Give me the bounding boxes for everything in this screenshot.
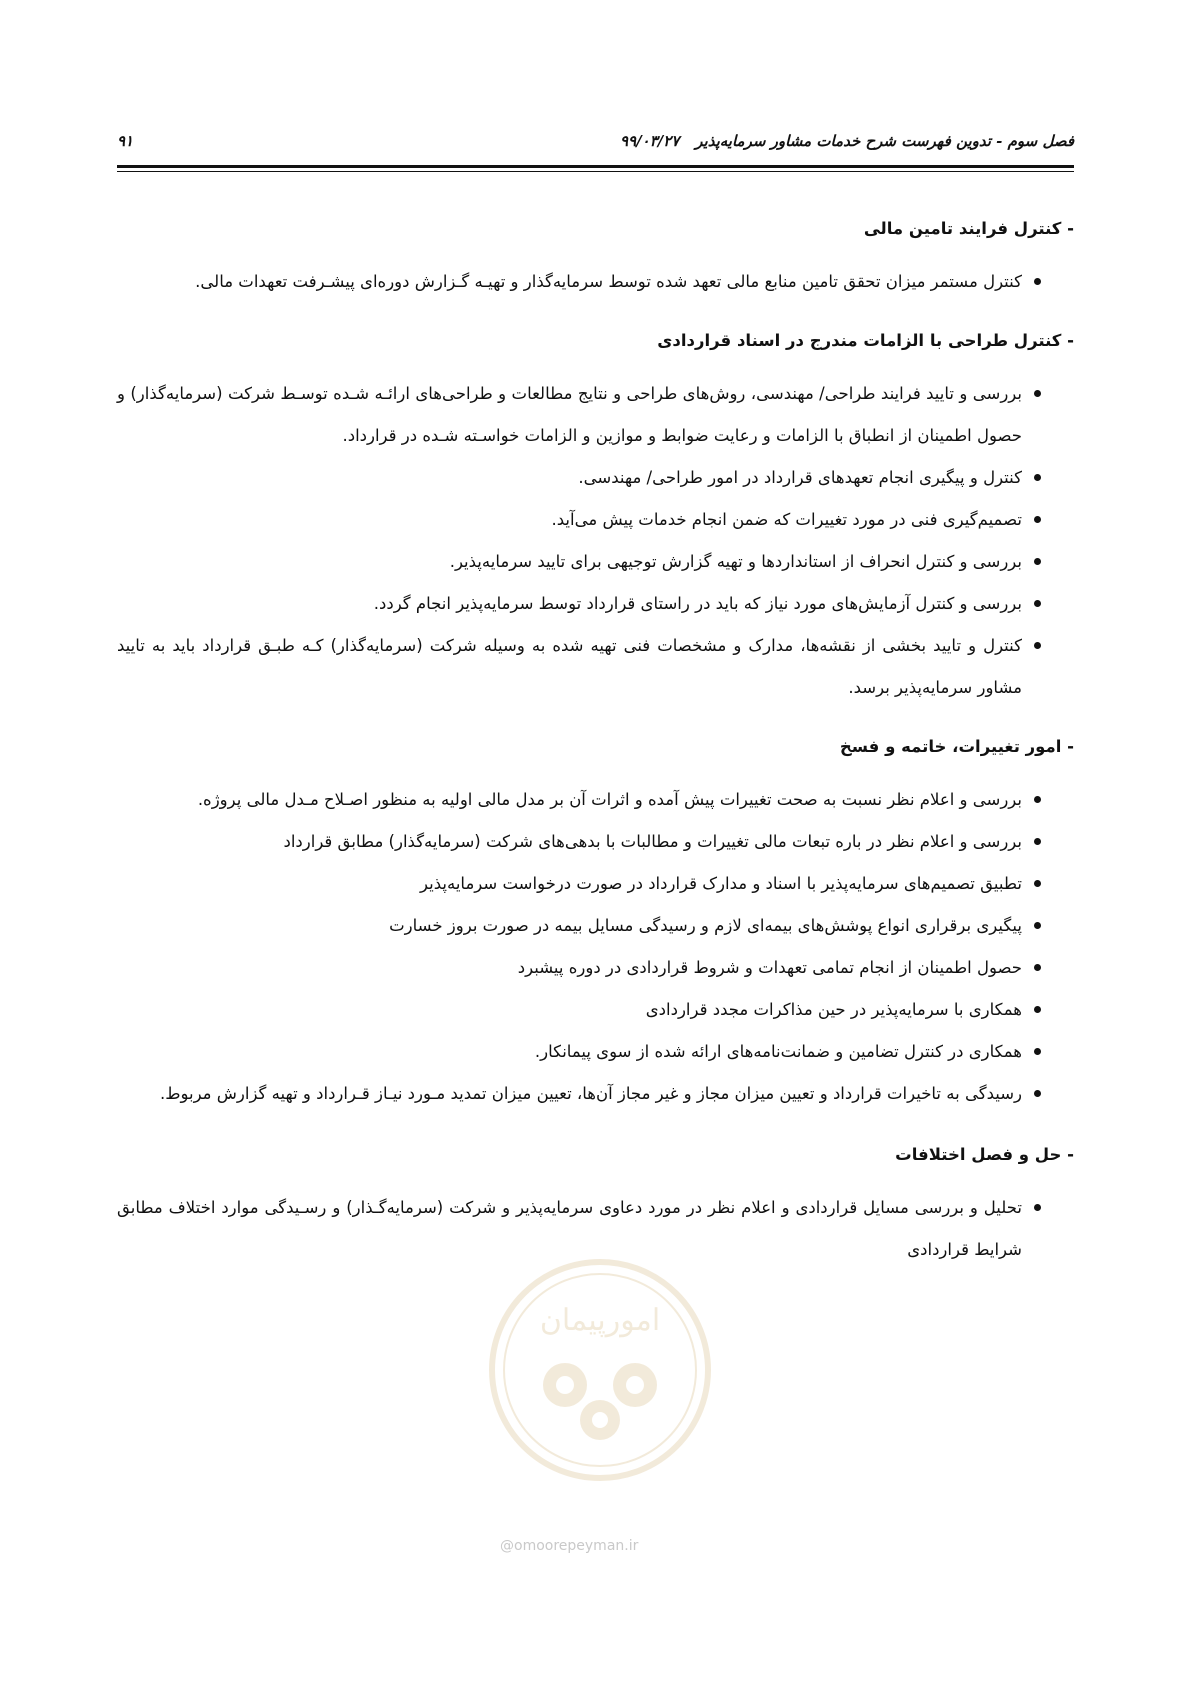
header-rule-thin — [117, 171, 1074, 172]
page-header — [117, 132, 1074, 162]
list-item — [117, 1073, 1074, 1115]
spacer — [117, 303, 1074, 329]
bullet-icon — [1034, 1048, 1041, 1055]
item-text: تحلیل و بررسی مسایل قراردادی و اعلام نظر در مورد دعاوی سرمایه‌پذیر و شرکت (سرمایه‌گـذار) و رسـیدگی موارد اختلاف مطابق شرایط قراردادی — [117, 1198, 1022, 1259]
bullet-icon — [1034, 1204, 1041, 1211]
item-text: بررسی و اعلام نظر در باره تبعات مالی تغییرات و مطالبات با بدهی‌های شرکت (سرمایه‌گذار) مطابق قرارداد — [283, 832, 1022, 851]
item-text: پیگیری برقراری انواع پوشش‌های بیمه‌ای لازم و رسیدگی مسایل بیمه در صورت بروز خسارت — [389, 916, 1022, 935]
item-text: تطبیق تصمیم‌های سرمایه‌پذیر با اسناد و مدارک قرارداد در صورت درخواست سرمایه‌پذیر — [420, 874, 1022, 893]
watermark-url: @omoorepeyman.ir — [500, 1538, 639, 1554]
section-dispute-resolution — [117, 1143, 1074, 1271]
item-text: تصمیم‌گیری فنی در مورد تغییرات که ضمن انجام خدمات پیش می‌آید. — [551, 510, 1022, 529]
list-item — [117, 947, 1074, 989]
bullet-icon — [1034, 390, 1041, 397]
item-text: کنترل مستمر میزان تحقق تامین منابع مالی تعهد شده توسط سرمایه‌گذار و تهیـه گـزارش دوره‌ای پیشـرفت تعهدات مالی. — [195, 272, 1022, 291]
item-text: بررسی و تایید فرایند طراحی/ مهندسی، روش‌های طراحی و نتایج مطالعات و طراحی‌های ارائـه شـده توسـط شرکت (سرمایه‌گذار) و حصول اطمینان از انطباق با الزامات و رعایت ضوابط و موازین و الزامات خواسـته شـده در قرارداد. — [117, 384, 1022, 445]
item-text: همکاری در کنترل تضامین و ضمانت‌نامه‌های ارائه شده از سوی پیمانکار. — [534, 1042, 1022, 1061]
item-text: کنترل و پیگیری انجام تعهدهای قرارداد در امور طراحی/ مهندسی. — [578, 468, 1022, 487]
bullet-icon — [1034, 516, 1041, 523]
bullet-list — [117, 779, 1074, 1115]
bullet-icon — [1034, 474, 1041, 481]
item-text: همکاری با سرمایه‌پذیر در حین مذاکرات مجدد قراردادی — [645, 1000, 1022, 1019]
section-heading: - امور تغییرات، خاتمه و فسخ — [839, 737, 1074, 756]
bullet-icon — [1034, 1090, 1041, 1097]
page-number: ۹۱ — [117, 132, 134, 150]
item-text: کنترل و تایید بخشی از نقشه‌ها، مدارک و مشخصات فنی تهیه شده به وسیله شرکت (سرمایه‌گذار) کـه طبـق قرارداد باید به تایید مشاور سرمایه‌پذیر برسد. — [117, 636, 1022, 697]
bullet-icon — [1034, 964, 1041, 971]
bullet-icon — [1034, 558, 1041, 565]
spacer — [117, 709, 1074, 735]
section-heading: - کنترل فرایند تامین مالی — [863, 219, 1074, 238]
section-heading: - کنترل طراحی با الزامات مندرج در اسناد قراردادی — [657, 331, 1074, 350]
section-financing-control — [117, 217, 1074, 303]
bullet-icon — [1034, 278, 1041, 285]
section-heading: - حل و فصل اختلافات — [895, 1145, 1074, 1164]
list-item — [117, 499, 1074, 541]
header-rule-thick — [117, 165, 1074, 168]
bullet-icon — [1034, 880, 1041, 887]
item-text: بررسی و کنترل آزمایش‌های مورد نیاز که باید در راستای قرارداد توسط سرمایه‌پذیر انجام گردد. — [373, 594, 1022, 613]
spacer — [117, 1115, 1074, 1143]
section-changes-termination — [117, 735, 1074, 1115]
item-text: بررسی و اعلام نظر نسبت به صحت تغییرات پیش آمده و اثرات آن بر مدل مالی اولیه به منظور اصـلاح مـدل مالی پروژه. — [197, 790, 1022, 809]
list-item — [117, 373, 1074, 457]
bullet-icon — [1034, 838, 1041, 845]
watermark-logo — [485, 1255, 715, 1485]
page-body — [117, 217, 1074, 1271]
header-date: ۹۹/۰۳/۲۷ — [619, 132, 680, 150]
list-item — [117, 541, 1074, 583]
section-design-control — [117, 329, 1074, 709]
bullet-icon — [1034, 1006, 1041, 1013]
bullet-icon — [1034, 922, 1041, 929]
item-text: حصول اطمینان از انجام تمامی تعهدات و شروط قراردادی در دوره پیشبرد — [517, 958, 1022, 977]
list-item — [117, 779, 1074, 821]
item-text: بررسی و کنترل انحراف از استانداردها و تهیه گزارش توجیهی برای تایید سرمایه‌پذیر. — [449, 552, 1022, 571]
header-title — [620, 132, 1074, 150]
bullet-icon — [1034, 796, 1041, 803]
chapter-title: فصل سوم - تدوین فهرست شرح خدمات مشاور سرمایه‌پذیر — [695, 132, 1074, 150]
list-item — [117, 905, 1074, 947]
list-item — [117, 457, 1074, 499]
bullet-icon — [1034, 600, 1041, 607]
bullet-icon — [1034, 642, 1041, 649]
list-item — [117, 1031, 1074, 1073]
bullet-list — [117, 261, 1074, 303]
list-item — [117, 821, 1074, 863]
item-text: رسیدگی به تاخیرات قرارداد و تعیین میزان مجاز و غیر مجاز آن‌ها، تعیین میزان تمدید مـورد نیـاز قـرارداد و تهیه گزارش مربوط. — [159, 1084, 1022, 1103]
list-item — [117, 583, 1074, 625]
bullet-list — [117, 373, 1074, 709]
list-item — [117, 261, 1074, 303]
list-item — [117, 625, 1074, 709]
list-item — [117, 989, 1074, 1031]
list-item — [117, 863, 1074, 905]
watermark-logo-text: امورپیمان — [539, 1303, 661, 1338]
